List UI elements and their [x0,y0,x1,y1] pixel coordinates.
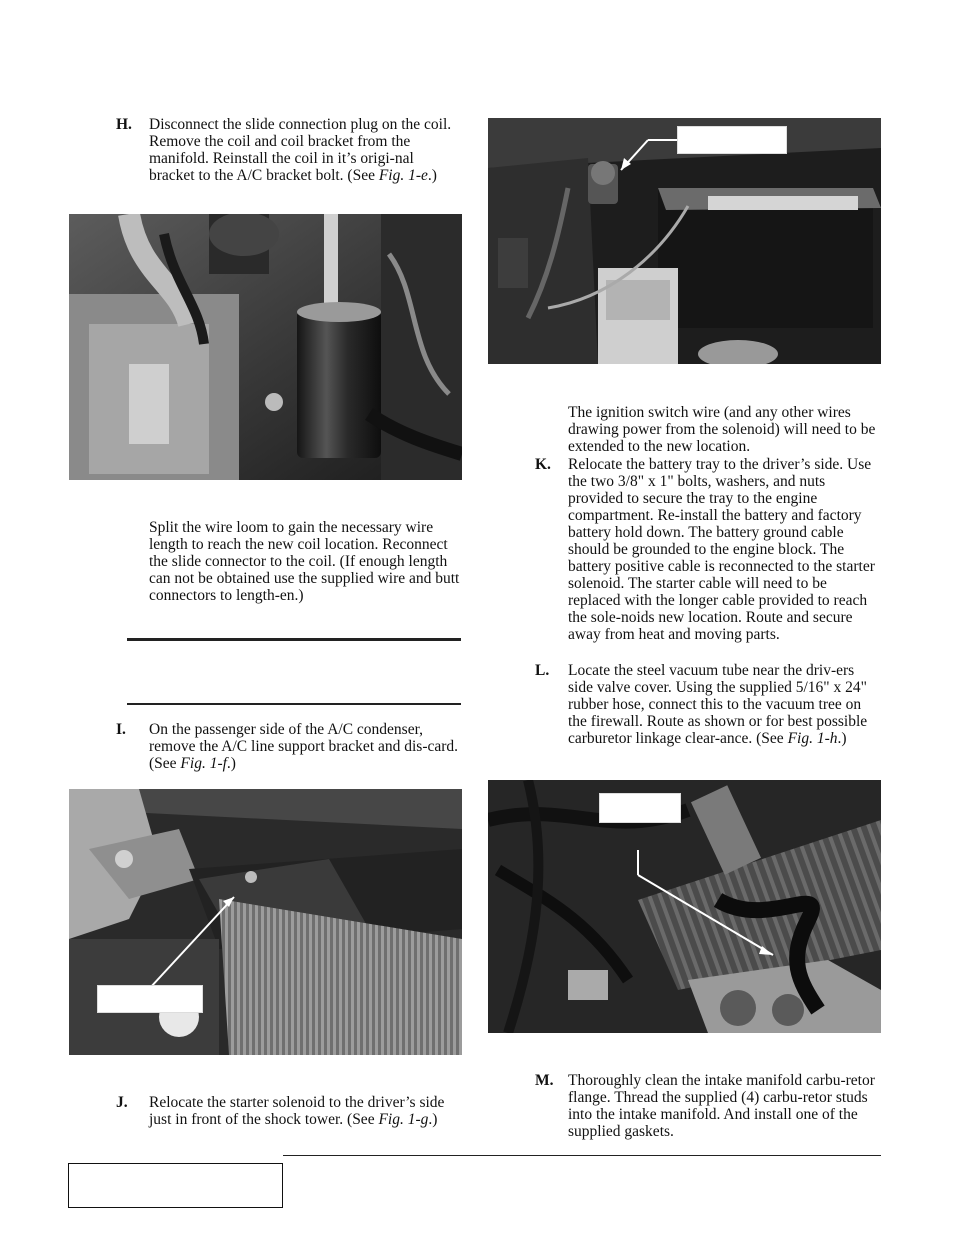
step-l-fig-ref: Fig. 1-h [787,730,838,747]
step-h-fig-ref: Fig. 1-e [378,167,428,184]
step-h-continued: Split the wire loom to gain the necessary wire length to reach the new coil location. Reconnect the slide connector to the coil. (If enough length can not be obtained use the supplied wire and butt connectors to length-en.) [149,519,460,604]
step-i-text [149,721,461,772]
step-l-text-1: Locate the steel vacuum tube near the driv-ers side valve cover. Using the supplied 5/16" x 24" rubber hose, connect this to the vacuum tree on the firewall. Route as shown or for best possible carburetor linkage clear-ance. (See [568,662,868,747]
step-i-text-1: On the passenger side of the A/C condenser, remove the A/C line support bracket and dis-card. (See [149,721,459,772]
footer-rule [283,1155,881,1156]
vacuum-hose-photo [488,780,881,1033]
step-l-text [568,662,882,747]
step-j-continued: The ignition switch wire (and any other wires drawing power from the solenoid) will need to be extended to the new location. [568,404,876,455]
step-h-text-2: .) [427,167,437,184]
step-i-fig-ref: Fig. 1-f [180,755,227,772]
step-l-text-2: .) [837,730,847,747]
step-l-letter: L. [535,662,550,679]
step-h-text-1: Disconnect the slide connection plug on the coil. Remove the coil and coil bracket from the manifold. Reinstall the coil in it’s origi-nal bracket to the A/C bracket bolt. (See [149,116,452,184]
step-k-text: Relocate the battery tray to the driver’s side. Use the two 3/8" x 1" bolts, washers, and nuts provided to secure the tray to the engine compartment. Re-install the battery and factory battery hold down. The battery ground cable should be grounded to the engine block. The battery positive cable is reconnected to the starter solenoid. The starter cable will need to be replaced with the longer cable provided to reach the sole-noids new location. Route and secure away from heat and moving parts. [568,456,875,643]
step-k-letter: K. [535,456,551,473]
step-j-text-2: .) [428,1111,438,1128]
section-rule-bottom [127,703,461,705]
step-m-letter: M. [535,1072,554,1089]
step-j-text [149,1094,461,1128]
condenser-bracket-photo [69,789,462,1055]
step-j-fig-ref: Fig. 1-g [378,1111,429,1128]
step-j-letter: J. [116,1094,128,1111]
fig-1g-callout [677,126,787,154]
step-i-letter: I. [116,721,126,738]
step-h-letter: H. [116,116,132,133]
coil-photo [69,214,462,480]
footer-box [68,1163,283,1208]
fig-1f-callout [97,985,203,1013]
step-h-text [149,116,461,184]
fig-1h-callout [599,793,681,823]
solenoid-battery-photo [488,118,881,364]
step-i-text-2: .) [226,755,236,772]
step-j-text-1: Relocate the starter solenoid to the driver’s side just in front of the shock tower. (See [149,1094,445,1128]
step-m-text: Thoroughly clean the intake manifold carbu-retor flange. Thread the supplied (4) carbu-retor studs into the intake manifold. And install one of the supplied gaskets. [568,1072,875,1140]
section-rule-top [127,638,461,641]
